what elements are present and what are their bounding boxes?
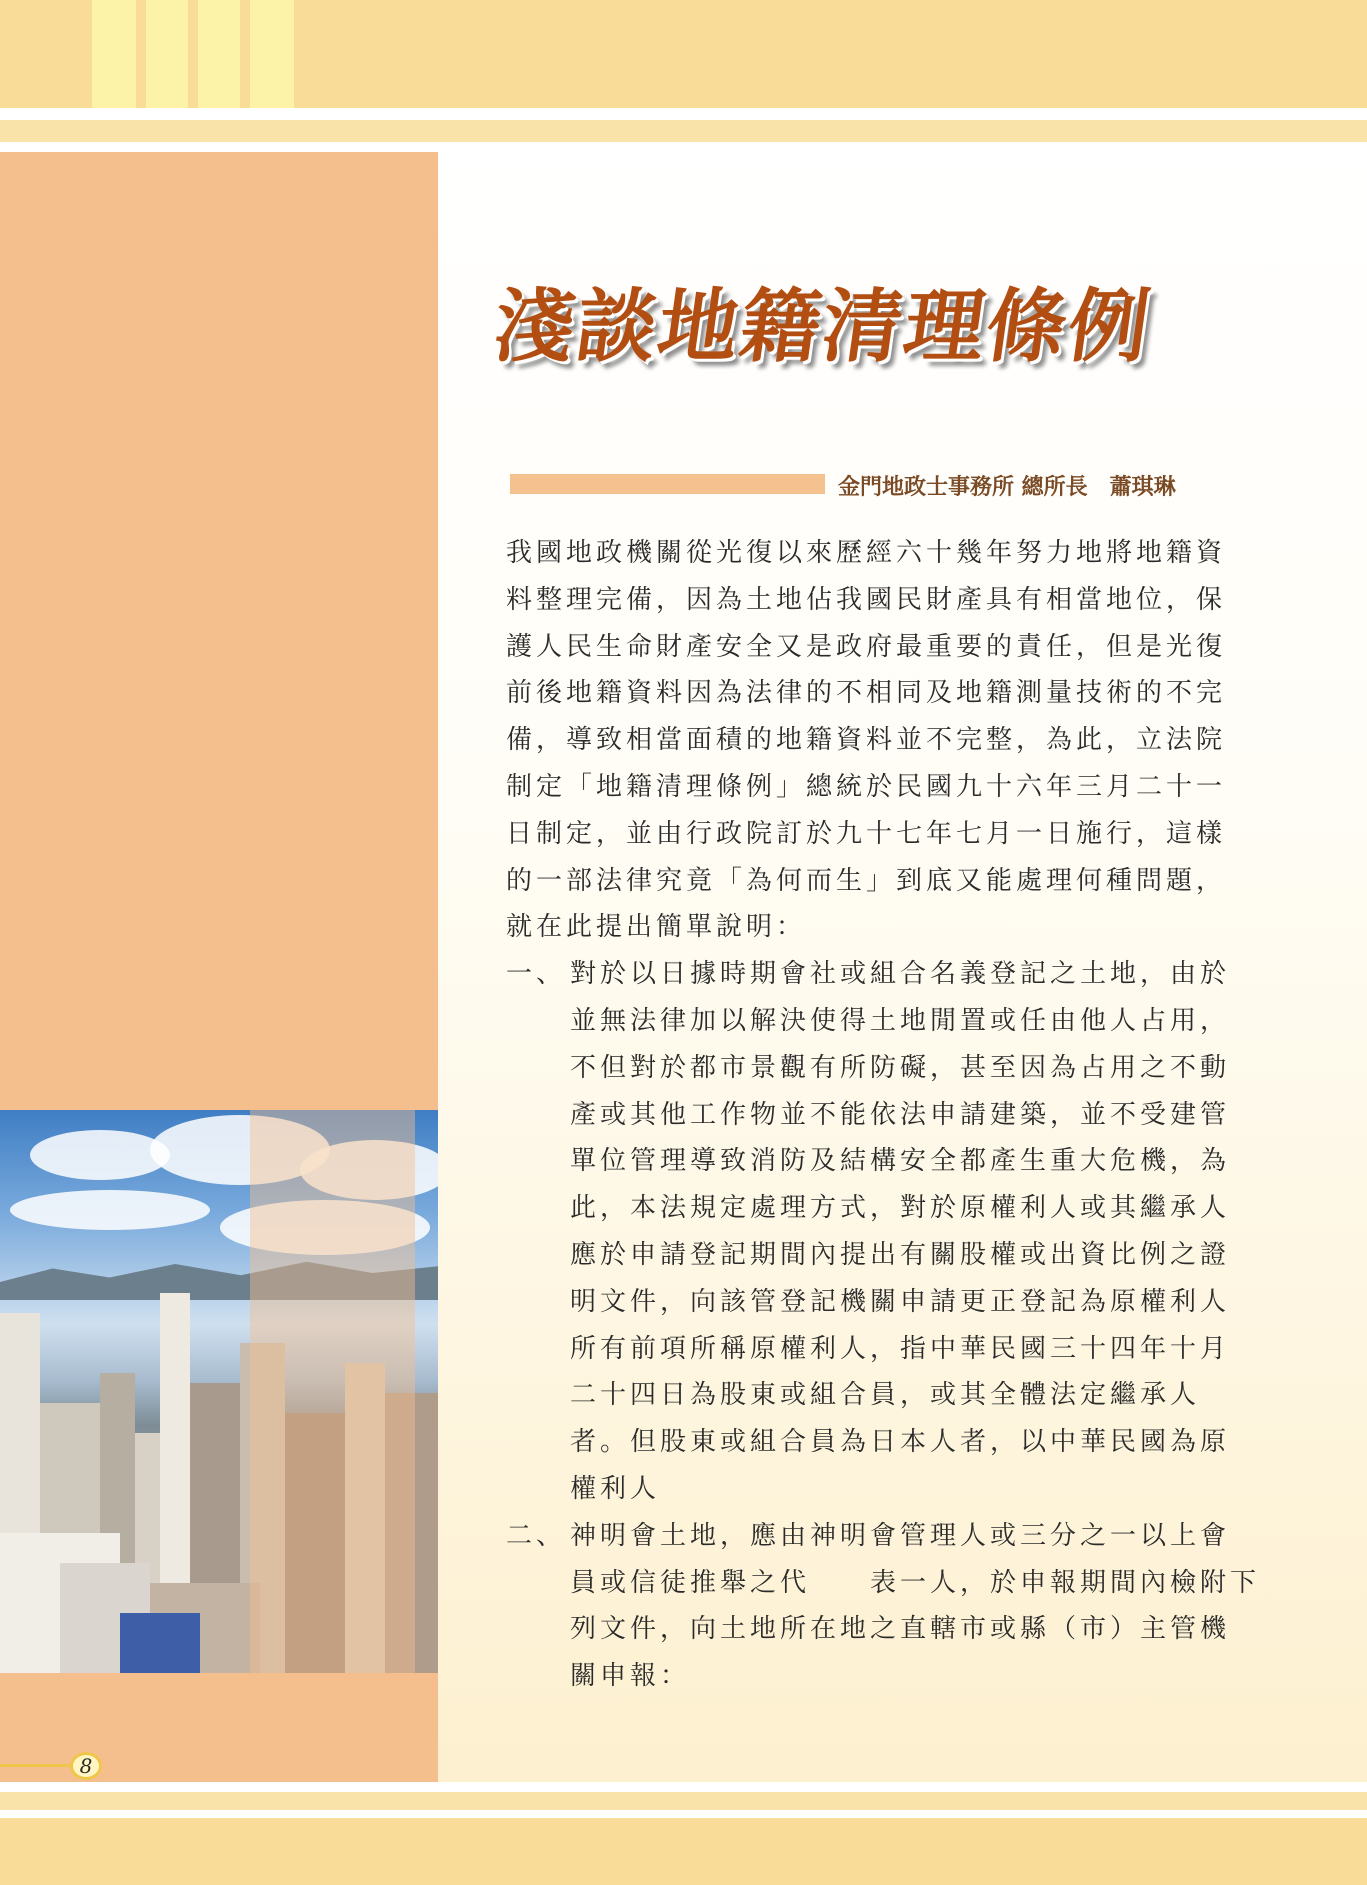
- intro-paragraph: [506, 530, 1266, 951]
- header-stripe: [250, 0, 294, 108]
- list-marker: 一、: [506, 959, 567, 990]
- article-body: [506, 530, 1266, 1710]
- header-band: [0, 0, 1367, 108]
- text-line: 我國地政機關從光復以來歷經六十幾年努力地將地籍資: [506, 538, 1227, 568]
- header-line: [0, 120, 1367, 142]
- text-line: 備，導致相當面積的地籍資料並不完整，為此，立法院: [506, 725, 1227, 756]
- byline-bar: [510, 474, 825, 494]
- footer-band: [0, 1818, 1367, 1885]
- header-divider: [0, 108, 1367, 120]
- text-line: 產或其他工作物並不能依法申請建築，並不受建管: [570, 1099, 1231, 1130]
- text-line: 對於以日據時期會社或組合名義登記之土地，由於: [570, 959, 1231, 990]
- text-line: 不但對於都市景觀有所防礙，甚至因為占用之不動: [570, 1052, 1231, 1083]
- list-marker: 二、: [506, 1520, 567, 1551]
- header-stripe: [198, 0, 240, 108]
- text-line: 明文件，向該管登記機關申請更正登記為原權利人: [570, 1286, 1231, 1317]
- text-line: 制定「地籍清理條例」總統於民國九十六年三月二十一: [506, 771, 1227, 802]
- text-line: 單位管理導致消防及結構安全都產生重大危機，為: [570, 1146, 1231, 1177]
- header-stripe: [92, 0, 136, 108]
- page-number: 8: [70, 1752, 102, 1780]
- text-line: 列文件，向土地所在地之直轄市或縣（市）主管機: [570, 1614, 1231, 1645]
- text-line: 員或信徒推舉之代 表一人，於申報期間內檢附下: [570, 1567, 1261, 1598]
- header-stripe: [146, 0, 188, 108]
- footer-line: [0, 1792, 1367, 1810]
- list-item-1: [506, 951, 1266, 1513]
- text-line: 神明會土地，應由神明會管理人或三分之一以上會: [570, 1520, 1231, 1551]
- text-line: 二十四日為股東或組合員，或其全體法定繼承人: [570, 1380, 1201, 1411]
- list-item-first-line: [506, 1513, 1266, 1560]
- text-line: 所有前項所稱原權利人，指中華民國三十四年十月: [570, 1333, 1231, 1364]
- text-line: 就在此提出簡單說明：: [506, 912, 807, 943]
- list-item-2: [506, 1513, 1266, 1700]
- text-line: 關申報：: [570, 1661, 691, 1692]
- list-item-first-line: [506, 951, 1266, 998]
- text-line: 此，本法規定處理方式，對於原權利人或其繼承人: [570, 1193, 1231, 1224]
- text-line: 權利人: [570, 1473, 661, 1504]
- author-byline: 金門地政士事務所 總所長 蕭琪琳: [838, 475, 1176, 500]
- text-line: 者。但股東或組合員為日本人者，以中華民國為原: [570, 1427, 1231, 1458]
- text-line: 日制定，並由行政院訂於九十七年七月一日施行，這樣: [506, 818, 1227, 849]
- text-line: 應於申請登記期間內提出有關股權或出資比例之證: [570, 1239, 1231, 1270]
- page-number-rule: [0, 1764, 72, 1767]
- text-line: 的一部法律究竟「為何而生」到底又能處理何種問題，: [506, 865, 1227, 896]
- footer-divider: [0, 1810, 1367, 1818]
- text-line: 護人民生命財產安全又是政府最重要的責任，但是光復: [506, 631, 1227, 662]
- text-line: 前後地籍資料因為法律的不相同及地籍測量技術的不完: [506, 678, 1227, 709]
- text-line: 料整理完備，因為土地佔我國民財產具有相當地位，保: [506, 584, 1227, 615]
- text-line: 並無法律加以解決使得土地閒置或任由他人占用，: [570, 1005, 1231, 1036]
- footer-divider: [0, 1782, 1367, 1792]
- article-title: 淺談地籍清理條例: [488, 280, 1158, 373]
- city-skyline-photo: [0, 1110, 438, 1673]
